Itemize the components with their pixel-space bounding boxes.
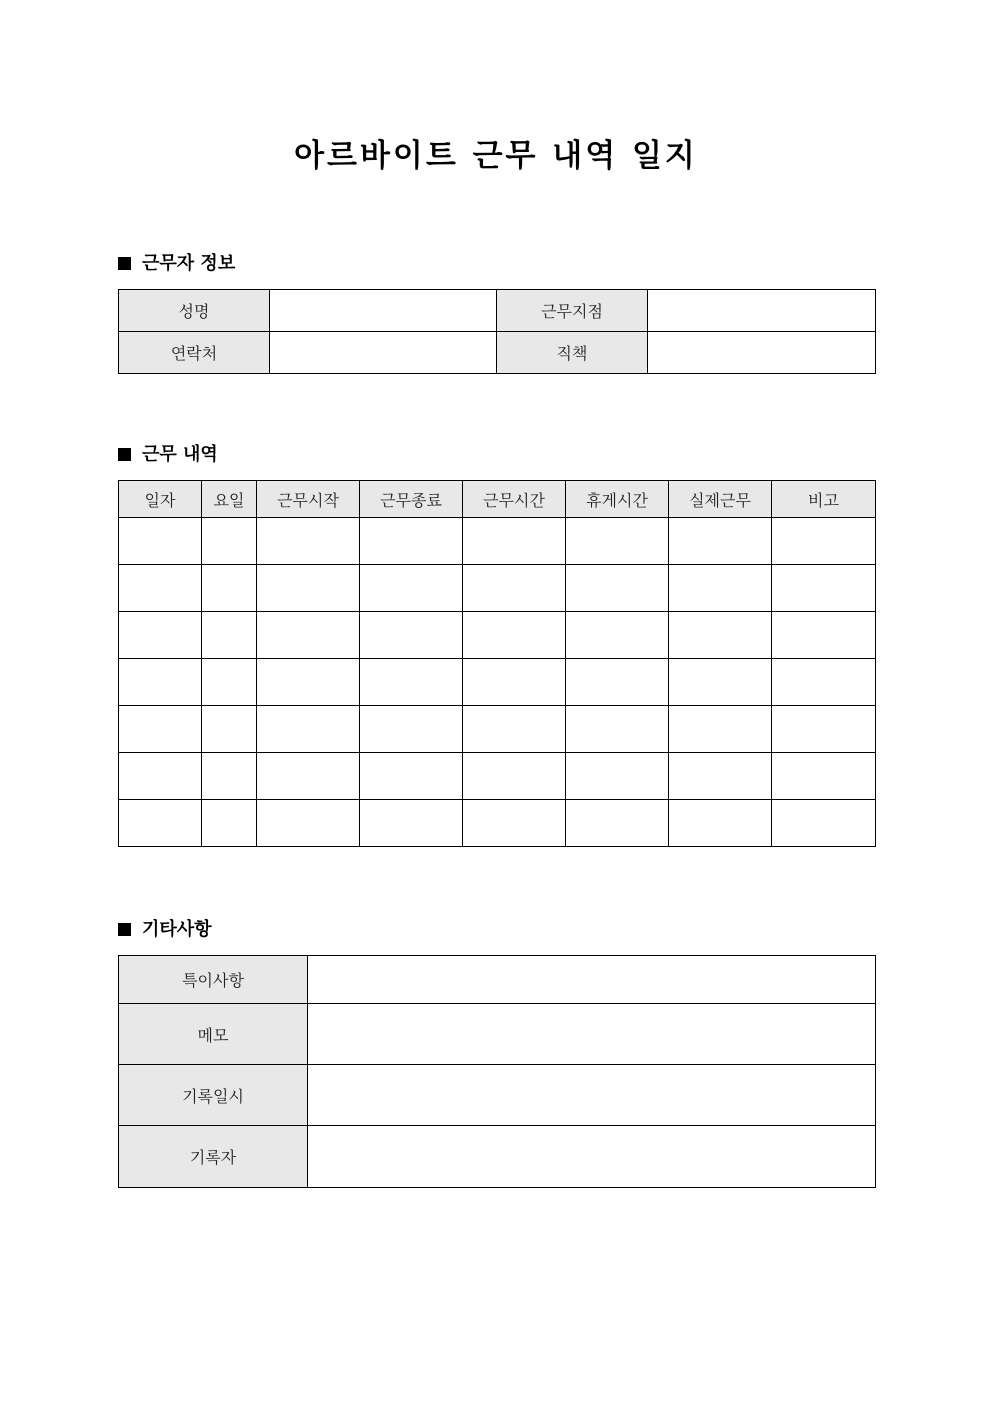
table-cell[interactable]: [463, 753, 566, 800]
table-cell[interactable]: [257, 612, 360, 659]
table-cell[interactable]: [202, 659, 257, 706]
table-row: [119, 1004, 876, 1065]
table-row: [119, 956, 876, 1004]
column-header-end: 근무종료: [360, 481, 463, 518]
table-cell[interactable]: [566, 659, 669, 706]
table-cell[interactable]: [463, 565, 566, 612]
record-datetime-field[interactable]: [308, 1065, 876, 1126]
position-field[interactable]: [648, 332, 876, 374]
contact-field[interactable]: [270, 332, 497, 374]
table-cell[interactable]: [772, 612, 876, 659]
square-bullet-icon: [118, 923, 131, 936]
table-cell[interactable]: [772, 706, 876, 753]
table-cell[interactable]: [772, 565, 876, 612]
table-cell[interactable]: [566, 800, 669, 847]
table-cell[interactable]: [360, 800, 463, 847]
work-log-table: [118, 480, 876, 847]
table-row: [119, 1065, 876, 1126]
table-row: [119, 800, 876, 847]
section-heading-worker-info: [118, 252, 235, 276]
memo-field[interactable]: [308, 1004, 876, 1065]
table-cell[interactable]: [669, 518, 772, 565]
section-heading-work-log: [118, 443, 218, 467]
table-cell[interactable]: [669, 612, 772, 659]
table-cell[interactable]: [202, 800, 257, 847]
table-cell[interactable]: [119, 565, 202, 612]
table-cell[interactable]: [669, 800, 772, 847]
table-cell[interactable]: [119, 706, 202, 753]
table-cell[interactable]: [119, 612, 202, 659]
table-row: [119, 290, 876, 332]
table-row: [119, 753, 876, 800]
recorder-label: 기록자: [119, 1126, 308, 1188]
table-cell[interactable]: [119, 753, 202, 800]
table-cell[interactable]: [360, 753, 463, 800]
table-cell[interactable]: [463, 518, 566, 565]
table-cell[interactable]: [257, 659, 360, 706]
special-notes-label: 특이사항: [119, 956, 308, 1004]
misc-table: [118, 955, 876, 1188]
table-cell[interactable]: [119, 800, 202, 847]
table-row: [119, 659, 876, 706]
record-datetime-label: 기록일시: [119, 1065, 308, 1126]
table-cell[interactable]: [202, 612, 257, 659]
column-header-weekday: 요일: [202, 481, 257, 518]
table-cell[interactable]: [463, 706, 566, 753]
table-cell[interactable]: [360, 659, 463, 706]
table-cell[interactable]: [772, 800, 876, 847]
table-cell[interactable]: [463, 800, 566, 847]
table-cell[interactable]: [566, 565, 669, 612]
table-cell[interactable]: [257, 565, 360, 612]
table-cell[interactable]: [772, 753, 876, 800]
section-heading-misc: [118, 918, 212, 942]
table-cell[interactable]: [360, 518, 463, 565]
table-cell[interactable]: [202, 753, 257, 800]
section-title: 기타사항: [142, 919, 212, 940]
table-row: [119, 706, 876, 753]
column-header-start: 근무시작: [257, 481, 360, 518]
table-cell[interactable]: [669, 659, 772, 706]
table-cell[interactable]: [257, 706, 360, 753]
table-cell[interactable]: [202, 565, 257, 612]
table-cell[interactable]: [360, 612, 463, 659]
section-title: 근무 내역: [142, 444, 218, 465]
table-cell[interactable]: [202, 706, 257, 753]
column-header-hours: 근무시간: [463, 481, 566, 518]
page-title: 아르바이트 근무 내역 일지: [294, 138, 698, 174]
name-label: 성명: [119, 290, 270, 332]
table-cell[interactable]: [566, 518, 669, 565]
column-header-actual: 실제근무: [669, 481, 772, 518]
table-cell[interactable]: [669, 565, 772, 612]
special-notes-field[interactable]: [308, 956, 876, 1004]
branch-label: 근무지점: [497, 290, 648, 332]
name-field[interactable]: [270, 290, 497, 332]
worker-info-table: [118, 289, 876, 374]
square-bullet-icon: [118, 448, 131, 461]
table-cell[interactable]: [119, 518, 202, 565]
table-cell[interactable]: [669, 706, 772, 753]
table-cell[interactable]: [257, 753, 360, 800]
table-row: [119, 565, 876, 612]
table-cell[interactable]: [669, 753, 772, 800]
column-header-note: 비고: [772, 481, 876, 518]
square-bullet-icon: [118, 257, 131, 270]
branch-field[interactable]: [648, 290, 876, 332]
table-header-row: [119, 481, 876, 518]
table-cell[interactable]: [566, 706, 669, 753]
section-title: 근무자 정보: [142, 253, 236, 274]
position-label: 직책: [497, 332, 648, 374]
recorder-field[interactable]: [308, 1126, 876, 1188]
table-cell[interactable]: [119, 659, 202, 706]
table-cell[interactable]: [772, 518, 876, 565]
table-cell[interactable]: [566, 753, 669, 800]
column-header-break: 휴게시간: [566, 481, 669, 518]
table-cell[interactable]: [257, 800, 360, 847]
contact-label: 연락처: [119, 332, 270, 374]
table-cell[interactable]: [257, 518, 360, 565]
table-row: [119, 1126, 876, 1188]
table-row: [119, 518, 876, 565]
table-row: [119, 612, 876, 659]
table-cell[interactable]: [360, 706, 463, 753]
table-cell[interactable]: [463, 659, 566, 706]
table-row: [119, 332, 876, 374]
table-cell[interactable]: [202, 518, 257, 565]
table-cell[interactable]: [360, 565, 463, 612]
table-cell[interactable]: [463, 612, 566, 659]
table-cell[interactable]: [566, 612, 669, 659]
table-cell[interactable]: [772, 659, 876, 706]
column-header-date: 일자: [119, 481, 202, 518]
memo-label: 메모: [119, 1004, 308, 1065]
